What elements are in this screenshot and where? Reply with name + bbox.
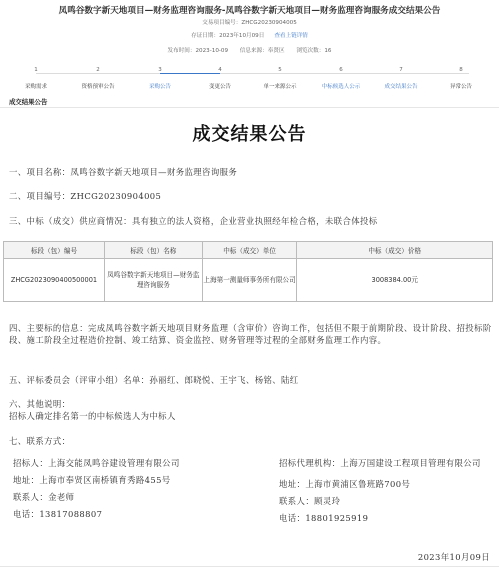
step-1[interactable] [6,66,66,90]
table-header: 标段（包）编号 [4,242,105,259]
views-count: 16 [324,48,332,54]
section-other-title: 六、其他说明： [9,399,71,409]
publish-info-line [0,46,499,54]
table-cell-price: 3008384.00元 [297,259,493,302]
step-label: 中标候选人公示 [321,84,361,90]
step-7[interactable] [371,66,431,90]
document-title: 成交结果公告 [192,124,307,145]
tenderer-org: 招标人：上海交能凤鸣谷建设管理有限公司 [13,458,180,468]
project-code-label: 交易项目编号： [202,20,242,26]
agency-address: 地址：上海市黄浦区鲁班路700号 [279,479,411,489]
step-num: 1 [34,67,38,73]
section-contact-title: 七、联系方式： [9,436,71,446]
chain-detail-link[interactable]: 查看上链详情 [274,33,308,39]
step-label: 成交结果公告 [384,84,418,90]
step-num: 4 [218,67,222,73]
step-3[interactable] [130,66,190,90]
table-cell-winner: 上海第一测量师事务所有限公司 [202,259,297,302]
archive-date: 2023年10月09日 [219,33,265,39]
step-label: 单一来源公示 [263,84,297,90]
step-num: 7 [399,67,403,73]
tenderer-address: 地址：上海市奉贤区南桥镇育秀路455号 [13,475,171,485]
bid-result-table [3,241,493,302]
table-row [4,259,493,302]
step-num: 6 [339,67,343,73]
source-label: 信息来源： [239,48,268,54]
step-label: 采购公告 [148,84,171,90]
page-header-title: 凤鸣谷数字新天地项目—财务监理咨询服务-凤鸣谷数字新天地项目—财务监理咨询服务成交结果公告 [58,6,441,16]
step-label: 异常公告 [449,84,472,90]
project-code-value: ZHCG20230904005 [241,20,297,26]
views-label: 浏览次数： [296,48,325,54]
bottom-divider [0,566,499,567]
process-steps [0,66,499,96]
agency-org: 招标代理机构：上海万国建设工程项目管理有限公司 [279,458,481,468]
step-6[interactable] [311,66,371,90]
table-header-row [4,242,493,259]
table-cell-lot-code: ZHCG2023090400500001 [4,259,105,302]
table-header: 标段（包）名称 [104,242,202,259]
section-project-name: 一、项目名称：凤鸣谷数字新天地项目—财务监理咨询服务 [9,167,238,177]
step-label: 资格预审公告 [81,84,115,90]
tab-divider [0,107,499,108]
section-main-info: 四、主要标的信息：完成凤鸣谷数字新天地项目财务监理（含审价）咨询工作，包括但不限于前期阶段、设计阶段、招投标阶段、施工阶段全过程造价控制、竣工结算、资金监控、财务管理等过程的全部财务监理工作内容。 [9,323,492,345]
tenderer-phone: 电话：13817088807 [13,509,103,519]
step-num: 2 [96,67,100,73]
step-label: 采购需求 [24,84,47,90]
tenderer-contact-person: 联系人：金老师 [13,492,75,502]
step-5[interactable] [250,66,310,90]
table-header: 中标（成交）单位 [202,242,297,259]
active-tab-label[interactable]: 成交结果公告 [9,98,48,106]
agency-contact-person: 联系人：顾灵玲 [279,496,341,506]
publish-label: 发布时间： [167,48,196,54]
tenderer-contact [13,455,263,523]
step-8[interactable] [431,66,491,90]
step-label: 变更公告 [208,84,231,90]
archive-line [0,31,499,39]
publish-time: 2023-10-09 [195,48,229,54]
archive-label: 存证日期： [191,33,220,39]
section-supplier-info: 三、中标（成交）供应商情况：具有独立的法人资格，企业营业执照经年检合格，未联合体投标 [9,216,378,226]
table-cell-lot-name: 凤鸣谷数字新天地项目—财务监理咨询服务 [104,259,202,302]
agency-contact [279,455,494,527]
announcement-date: 2023年10月09日 [417,552,490,562]
project-code-line [0,18,499,26]
agency-phone: 电话：18801925919 [279,513,369,523]
source-value: 奉贤区 [267,48,285,54]
step-num: 5 [278,67,282,73]
section-committee: 五、评标委员会（评审小组）名单：孙丽红、郎晓悦、王宇飞、杨铭、陆红 [9,375,299,385]
section-other-text: 招标人确定排名第一的中标候选人为中标人 [9,411,176,421]
table-header: 中标（成交）价格 [297,242,493,259]
step-num: 3 [158,67,162,73]
section-project-code: 二、项目编号：ZHCG20230904005 [9,191,162,201]
step-num: 8 [459,67,463,73]
step-4[interactable] [190,66,250,90]
step-2[interactable] [68,66,128,90]
